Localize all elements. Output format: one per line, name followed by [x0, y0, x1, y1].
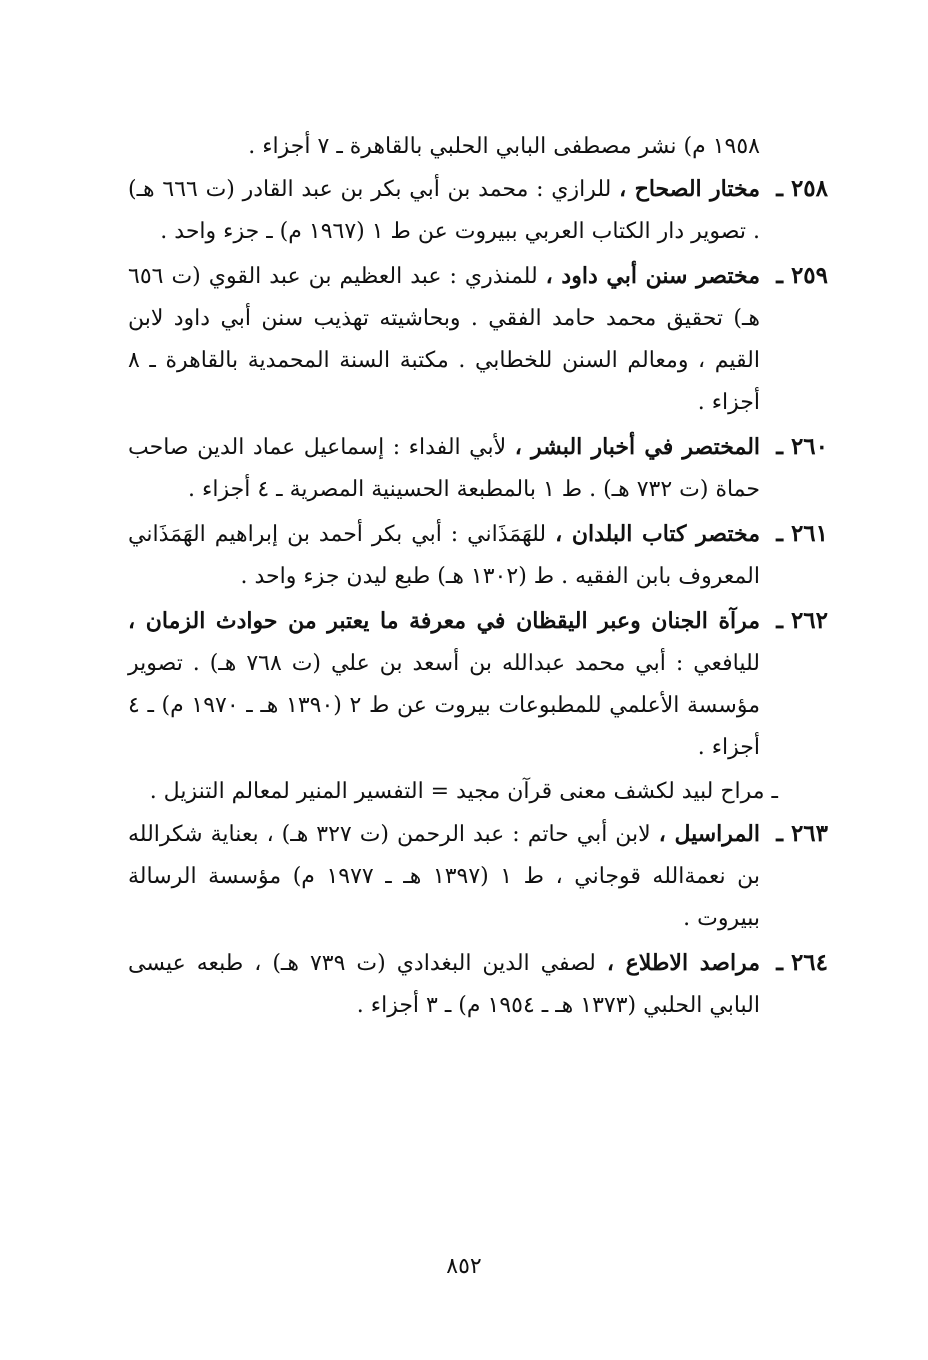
entry-text: لأبي الفداء : إسماعيل عماد الدين صاحب حماة (ت ٧٣٢ هـ) . ط ١ بالمطبعة الحسينية المصرية ـ ٤ أجزاء . [128, 435, 760, 502]
entry-body [128, 813, 828, 940]
page-number: ٨٥٢ [446, 1254, 482, 1279]
entry-text: للرازي : محمد بن أبي بكر بن عبد القادر (ت ٦٦٦ هـ) . تصوير دار الكتاب العربي ببيروت عن ط ١ (١٩٦٧ م) ـ جزء واحد . [128, 177, 760, 244]
entry-title: مراصد الاطلاع ، [606, 950, 760, 976]
cross-reference-note: ـ مراح لبيد لكشف معنى قرآن مجيد = التفسير المنير لمعالم التنزيل . [149, 779, 778, 804]
entry-number: ٢٦٠ ـ [776, 433, 828, 460]
entry-number: ٢٥٩ ـ [776, 262, 828, 289]
entry-text: لليافعي : أبي محمد عبدالله بن أسعد بن علي (ت ٧٦٨ هـ) . تصوير مؤسسة الأعلمي للمطبوعات بيروت عن ط ٢ (١٣٩٠ هـ ـ ١٩٧٠ م) ـ ٤ أجزاء . [128, 651, 760, 760]
bibliography-entry-258 [128, 168, 828, 253]
entry-body [128, 255, 828, 424]
entry-text: للهَمَذَاني : أبي بكر أحمد بن إبراهيم الهَمَذَاني المعروف بابن الفقيه . ط (١٣٠٢ هـ) طبع ليدن جزء واحد . [128, 522, 760, 589]
bibliography-entry-264 [128, 942, 828, 1027]
entry-number: ٢٦٣ ـ [776, 820, 828, 847]
entry-number: ٢٦١ ـ [776, 520, 828, 547]
entry-title: مختار الصحاح ، [619, 176, 761, 202]
entry-title: مرآة الجنان وعبر اليقظان في معرفة ما يعتبر من حوادث الزمان ، [128, 608, 760, 634]
bibliography-list [128, 126, 828, 1029]
entry-body [128, 168, 828, 253]
bibliography-entry-260 [128, 426, 828, 511]
entry-body [128, 513, 828, 598]
entry-text: لصفي الدين البغدادي (ت ٧٣٩ هـ) ، طبعه عيسى البابي الحلبي (١٣٧٣ هـ ـ ١٩٥٤ م) ـ ٣ أجزاء . [128, 951, 760, 1018]
continued-entry-text: ١٩٥٨ م) نشر مصطفى البابي الحلبي بالقاهرة ـ ٧ أجزاء . [248, 134, 760, 159]
entry-text: لابن أبي حاتم : عبد الرحمن (ت ٣٢٧ هـ) ، بعناية شكرالله بن نعمةالله قوجاني ، ط ١ (١٣٩٧ هـ ـ ١٩٧٧ م) مؤسسة الرسالة ببيروت . [128, 822, 760, 931]
entry-body [128, 600, 828, 769]
entry-title: مختصر سنن أبي داود ، [545, 263, 760, 289]
bibliography-entry-263 [128, 813, 828, 940]
entry-number: ٢٦٢ ـ [776, 607, 828, 634]
entry-number: ٢٥٨ ـ [776, 175, 828, 202]
entry-title: المختصر في أخبار البشر ، [514, 434, 761, 460]
entry-title: المراسيل ، [658, 821, 760, 847]
entry-body [128, 426, 828, 511]
bibliography-entry-262 [128, 600, 828, 769]
entry-number: ٢٦٤ ـ [776, 949, 828, 976]
bibliography-entry-261 [128, 513, 828, 598]
entry-body [128, 942, 828, 1027]
entry-text: للمنذري : عبد العظيم بن عبد القوي (ت ٦٥٦ هـ) تحقيق محمد حامد الفقي . وبحاشيته تهذيب سنن أبي داود لابن القيم ، ومعالم السنن للخطابي . مكتبة السنة المحمدية بالقاهرة ـ ٨ أجزاء . [128, 264, 760, 415]
bibliography-entry-259 [128, 255, 828, 424]
entry-title: مختصر كتاب البلدان ، [555, 521, 761, 547]
